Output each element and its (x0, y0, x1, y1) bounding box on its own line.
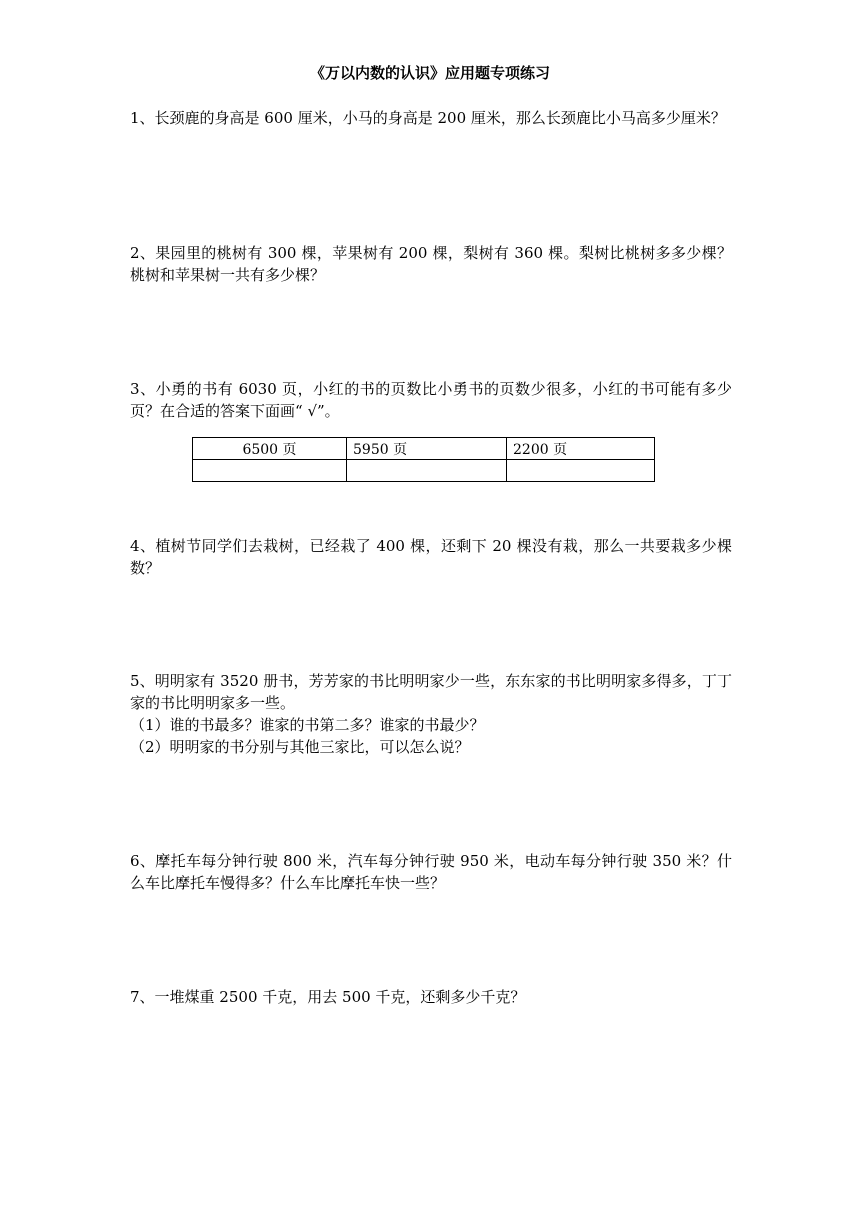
page-title: 《万以内数的认识》应用题专项练习 (309, 64, 550, 82)
table-row (193, 460, 655, 482)
question-3 (130, 378, 732, 422)
question-text: 2、果园里的桃树有 300 棵，苹果树有 200 棵，梨树有 360 棵。梨树比桃树多多少棵？桃树和苹果树一共有多少棵？ (130, 244, 732, 284)
table-row (193, 438, 655, 460)
question-7 (130, 986, 732, 1008)
question-text: 1、长颈鹿的身高是 600 厘米，小马的身高是 200 厘米，那么长颈鹿比小马高多少厘米？ (130, 109, 726, 127)
question-text: 4、植树节同学们去栽树，已经栽了 400 棵，还剩下 20 棵没有栽，那么一共要栽多少棵数？ (130, 537, 732, 577)
answer-cell-3[interactable] (507, 460, 655, 482)
answer-cell-2[interactable] (347, 460, 507, 482)
question-text: 5、明明家有 3520 册书，芳芳家的书比明明家少一些，东东家的书比明明家多得多，丁丁家的书比明明家多一些。 (130, 672, 732, 712)
answer-cell-1[interactable] (193, 460, 347, 482)
question-4 (130, 535, 732, 579)
question-5-subquestions (130, 714, 732, 758)
subquestion-2: （2）明明家的书分别与其他三家比，可以怎么说？ (130, 738, 470, 756)
question-6 (130, 850, 732, 894)
question-5 (130, 670, 732, 714)
question-text: 7、一堆煤重 2500 千克，用去 500 千克，还剩多少千克？ (130, 988, 526, 1006)
option-2200: 2200 页 (507, 438, 655, 460)
answer-options-table (192, 437, 655, 482)
question-2 (130, 242, 732, 286)
option-6500: 6500 页 (193, 438, 347, 460)
question-text: 3、小勇的书有 6030 页，小红的书的页数比小勇书的页数少很多，小红的书可能有多少页？在合适的答案下面画“ √”。 (130, 380, 732, 420)
option-5950: 5950 页 (347, 438, 507, 460)
question-1 (130, 107, 732, 129)
subquestion-1: （1）谁的书最多？谁家的书第二多？谁家的书最少？ (130, 716, 485, 734)
question-text: 6、摩托车每分钟行驶 800 米，汽车每分钟行驶 950 米，电动车每分钟行驶 350 米？什么车比摩托车慢得多？什么车比摩托车快一些？ (130, 852, 732, 892)
